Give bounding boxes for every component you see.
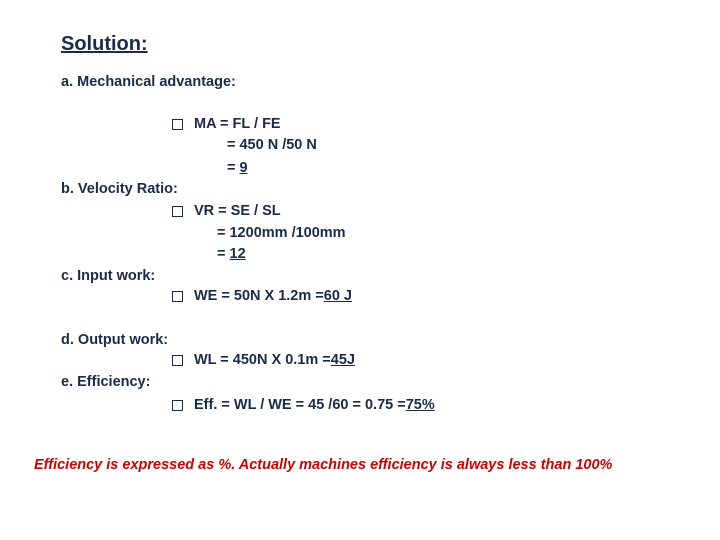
checkbox-square-icon: [172, 119, 183, 130]
section-a-line3: [227, 160, 248, 176]
section-a-answer: 9: [239, 160, 248, 176]
page-title: Solution:: [61, 33, 148, 55]
checkbox-square-icon: [172, 400, 183, 411]
section-b-formula: [172, 203, 281, 219]
section-b-line2: = 1200mm /100mm: [217, 225, 346, 241]
section-d-heading: d. Output work:: [61, 332, 169, 348]
section-b-line1: VR = SE / SL: [194, 203, 281, 219]
section-a-line2: = 450 N /50 N: [227, 137, 317, 153]
section-e-line1-prefix: Eff. = WL / WE = 45 /60 = 0.75 =: [194, 397, 406, 413]
section-b-line3-prefix: =: [217, 246, 230, 262]
section-b-line3: [217, 246, 246, 262]
section-c-formula: [172, 288, 352, 304]
efficiency-note: Efficiency is expressed as %. Actually machines efficiency is always less than 100%: [34, 457, 613, 473]
section-d-formula: [172, 352, 355, 368]
section-c-answer: 60 J: [323, 288, 352, 304]
checkbox-square-icon: [172, 291, 183, 302]
section-e-formula: [172, 397, 435, 413]
section-b-heading: b. Velocity Ratio:: [61, 181, 178, 197]
section-a-line3-prefix: =: [227, 160, 240, 176]
section-e-answer: 75%: [405, 397, 435, 413]
checkbox-square-icon: [172, 206, 183, 217]
section-e-heading: e. Efficiency:: [61, 374, 151, 390]
checkbox-square-icon: [172, 355, 183, 366]
section-a-formula: [172, 116, 281, 132]
section-d-answer: 45J: [330, 352, 355, 368]
section-a-line1: MA = FL / FE: [194, 116, 281, 132]
section-b-answer: 12: [229, 246, 246, 262]
section-d-line1-prefix: WL = 450N X 0.1m =: [194, 352, 331, 368]
section-a-heading: a. Mechanical advantage:: [61, 74, 236, 90]
section-c-heading: c. Input work:: [61, 268, 156, 284]
section-c-line1-prefix: WE = 50N X 1.2m =: [194, 288, 324, 304]
